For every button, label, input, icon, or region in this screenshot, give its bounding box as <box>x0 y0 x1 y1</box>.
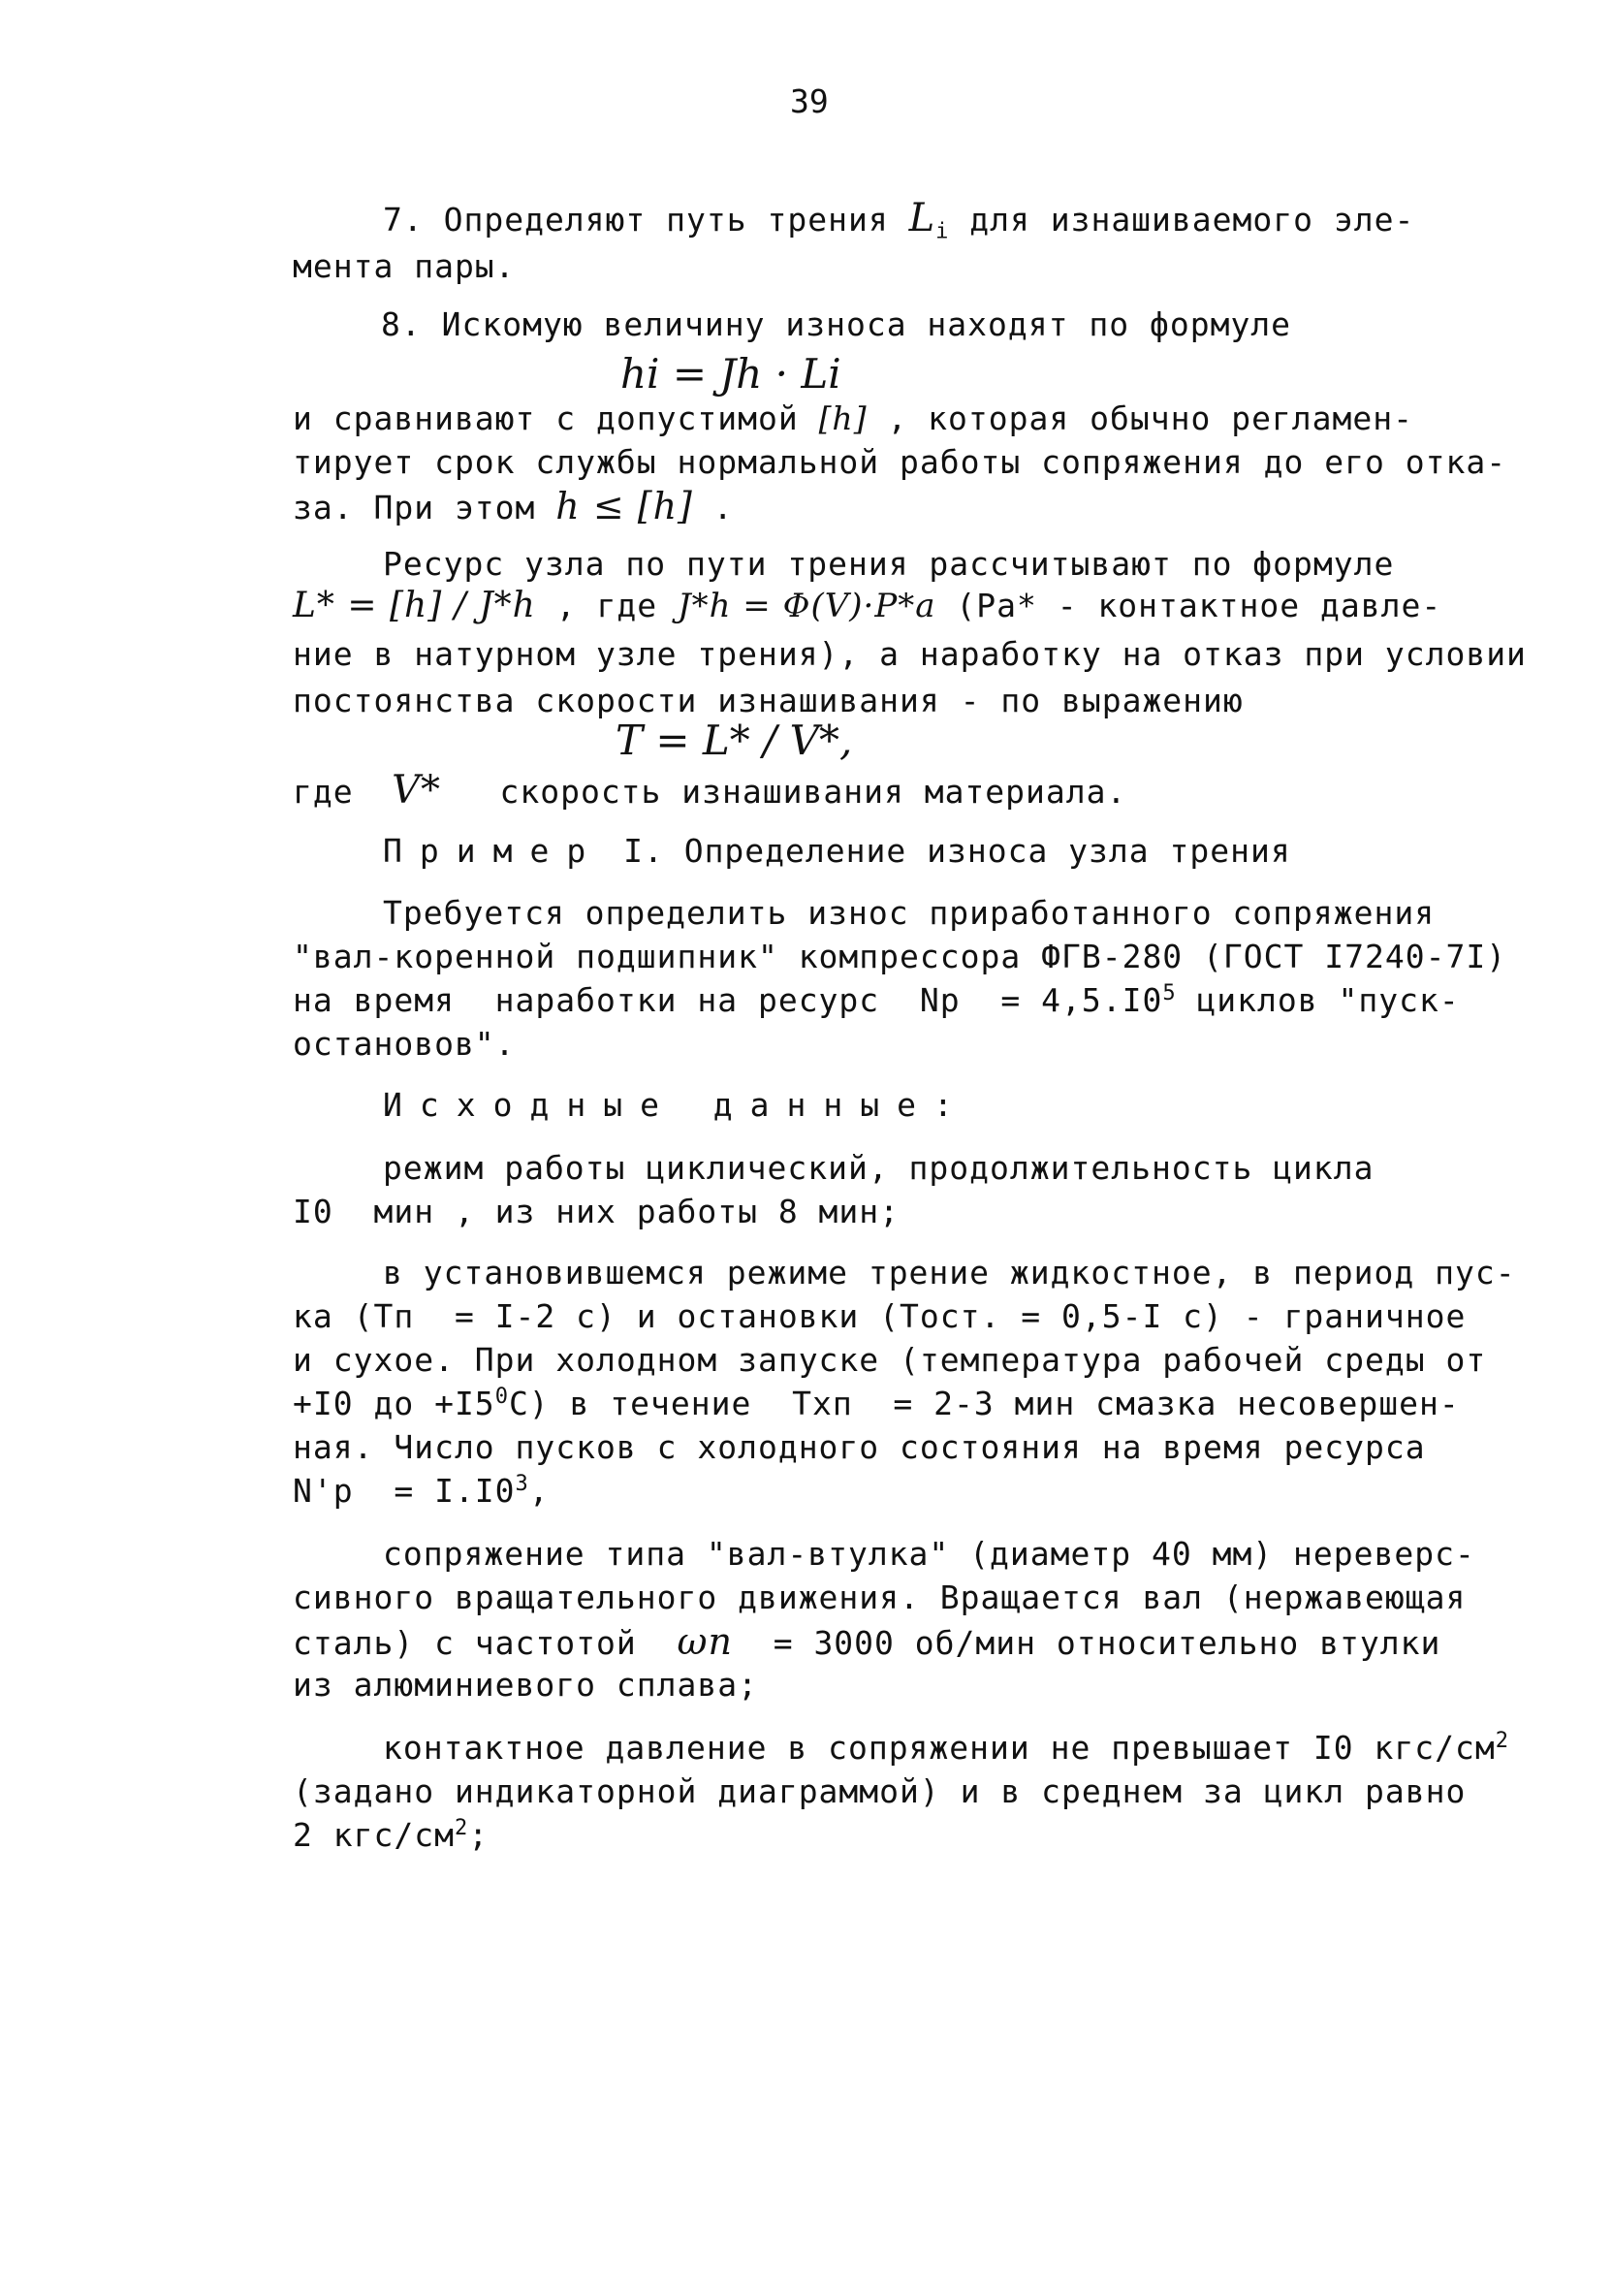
resource-line3: ние в натурном узле трения), а наработку на отказ при условии <box>293 635 1527 673</box>
wear-formula: hi = Jh · Li <box>620 350 841 398</box>
page-number: 39 <box>790 82 829 120</box>
data4-line3: 2 кгс/$см^2$; <box>293 1816 490 1854</box>
item8-line2: и сравнивают с допустимой [h] , которая обычно регламен- <box>293 399 1414 437</box>
data4-line2: (задано индикаторной диаграммой) и в среднем за цикл равно <box>293 1772 1467 1810</box>
example-p1-line2: "вал-коренной подшипник" компрессора ФГВ-280 (ГОСТ I7240-7I) <box>293 938 1507 975</box>
resource-line2: L* = [h] / J*h , где J*h = Φ(V)·P*a (Pa* - контактное давле- <box>293 586 1442 625</box>
data2-line6: $N'p = I.I0^3$, <box>293 1472 550 1510</box>
item8-line4: за. При этом h ≤ [h] . <box>293 485 734 527</box>
initial-data-heading: Исходные данные: <box>383 1086 970 1124</box>
resource-line4: постоянства скорости изнашивания - по выражению <box>293 682 1244 719</box>
resource-line1: Ресурс узла по пути трения рассчитывают по формуле <box>383 545 1395 583</box>
item7-line1: 7. Определяют путь трения $L_i$ для изнашиваемого эле- <box>383 196 1415 244</box>
data2-line5: ная. Число пусков с холодного состояния на время ресурса <box>293 1428 1426 1466</box>
data2-line1: в установившемся режиме трение жидкостное, в период пус- <box>383 1254 1516 1292</box>
data3-line2: сивного вращательного движения. Вращается вал (нержавеющая <box>293 1578 1467 1616</box>
data1-line1: режим работы циклический, продолжительность цикла <box>383 1149 1375 1187</box>
item7-line2: мента пары. <box>293 247 516 285</box>
data4-line1: контактное давление в сопряжении не превышает I0 кгс/$см^2$ <box>383 1729 1509 1767</box>
example-heading: Пример I. Определение износа узла трения <box>383 832 1291 870</box>
item8-line1: 8. Искомую величину износа находят по формуле <box>381 305 1292 343</box>
mtbf-formula: T = L* / V*, <box>616 717 853 764</box>
data3-line4: из алюминиевого сплава; <box>293 1666 758 1704</box>
example-p1-line4: остановов". <box>293 1025 516 1063</box>
data1-line2: I0 мин , из них работы 8 мин; <box>293 1193 901 1230</box>
data2-line4: +I0 до $+I5^0C$) в течение Tхп = 2-3 мин смазка несовершен- <box>293 1385 1460 1422</box>
example-p1-line1: Требуется определить износ приработанного сопряжения <box>383 894 1436 932</box>
example-p1-line3: на время наработки на ресурс $Np = 4,5.I0^5$ циклов "пуск- <box>293 981 1460 1019</box>
data2-line2: ка (Tп = I-2 с) и остановки (Tост. = 0,5-I с) - граничное <box>293 1297 1467 1335</box>
resource-line5: где V* скорость изнашивания материала. <box>293 768 1127 813</box>
item8-line3: тирует срок службы нормальной работы сопряжения до его отка- <box>293 443 1507 481</box>
data3-line3: сталь) с частотой ωn = 3000 об/мин относительно втулки <box>293 1620 1441 1663</box>
data2-line3: и сухое. При холодном запуске (температура рабочей среды от <box>293 1341 1487 1379</box>
data3-line1: сопряжение типа "вал-втулка" (диаметр 40 мм) нереверс- <box>383 1535 1475 1573</box>
